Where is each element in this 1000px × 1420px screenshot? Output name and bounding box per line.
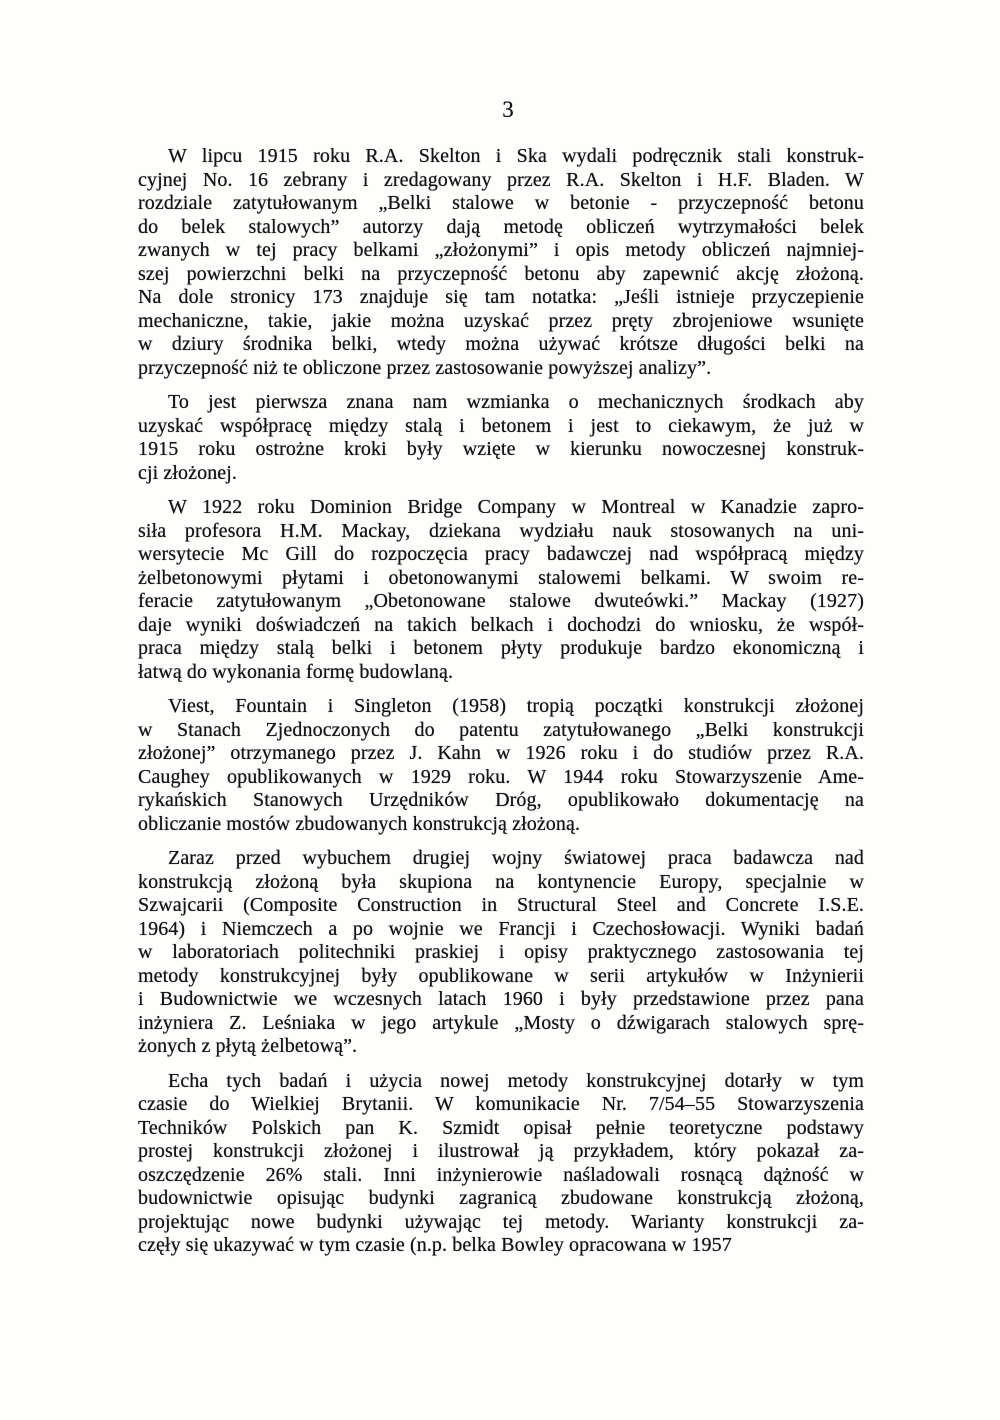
text-line: obliczanie mostów zbudowanych konstrukcją złożoną. <box>138 812 581 835</box>
text-line: w laboratoriach politechniki praskiej i opisy praktycznego zastosowania tej <box>138 941 864 963</box>
document-body <box>138 145 864 1269</box>
text-line: wersytecie Mc Gill do rozpoczęcia pracy badawczej nad współpracą między <box>138 543 864 565</box>
text-line: żonych z płytą żelbetową”. <box>138 1035 358 1057</box>
text-line: oszczędzenie 26% stali. Inni inżynierowie naśladowali rosnącą dążność w <box>138 1163 864 1186</box>
text-line: prostej konstrukcji złożonej i ilustrował ją przykładem, który pokazał za- <box>138 1140 864 1162</box>
text-line: Na dole stronicy 173 znajduje się tam notatka: „Jeśli istnieje przyczepienie <box>138 286 864 308</box>
paragraph <box>138 695 864 836</box>
text-line: łatwą do wykonania formę budowlaną. <box>138 660 454 683</box>
text-line: Viest, Fountain i Singleton (1958) tropią początki konstrukcji złożonej <box>168 695 864 717</box>
text-line: do belek stalowych” autorzy dają metodę obliczeń wytrzymałości belek <box>138 215 864 238</box>
text-line: Zaraz przed wybuchem drugiej wojny światowej praca badawcza nad <box>168 847 864 869</box>
text-line: Szwajcarii (Composite Construction in Structural Steel and Concrete I.S.E. <box>138 894 864 916</box>
text-line: rozdziale zatytułowanym „Belki stalowe w betonie - przyczepność betonu <box>138 192 864 214</box>
text-line: cji złożonej. <box>138 461 238 484</box>
text-line: uzyskać współpracę między stalą i betonem i jest to ciekawym, że już w <box>138 414 864 437</box>
paragraph <box>138 496 864 684</box>
text-line: praca między stalą belki i betonem płyty produkuje bardzo ekonomiczną i <box>138 637 864 659</box>
text-line: częły się ukazywać w tym czasie (n.p. belka Bowley opracowana w 1957 <box>138 1234 732 1256</box>
text-line: szej powierzchni belki na przyczepność betonu aby zapewnić akcję złożoną. <box>138 262 864 285</box>
text-line: metody konstrukcyjnej były opublikowane w serii artykułów w Inżynierii <box>138 964 864 987</box>
paragraph <box>138 847 864 1059</box>
text-line: cyjnej No. 16 zebrany i zredagowany przez R.A. Skelton i H.F. Bladen. W <box>138 168 864 191</box>
text-line: w dziury środnika belki, wtedy można używać krótsze długości belki na <box>138 333 864 355</box>
text-line: inżyniera Z. Leśniaka w jego artykule „Mosty o dźwigarach stalowych sprę- <box>138 1011 864 1034</box>
text-line: Echa tych badań i użycia nowej metody konstrukcyjnej dotarły w tym <box>168 1069 864 1092</box>
text-line: siła profesora H.M. Mackay, dziekana wydziału nauk stosowanych na uni- <box>138 519 864 542</box>
text-line: feracie zatytułowanym „Obetonowane stalowe dwuteówki.” Mackay (1927) <box>138 590 864 612</box>
text-line: przyczepność niż te obliczone przez zastosowanie powyższej analizy”. <box>138 356 712 379</box>
text-line: mechaniczne, takie, jakie można uzyskać przez pręty zbrojeniowe wsunięte <box>138 309 864 332</box>
text-line: rykańskich Stanowych Urzędników Dróg, opublikowało dokumentację na <box>138 789 864 811</box>
text-line: i Budownictwie we wczesnych latach 1960 i były przedstawione przez pana <box>138 988 864 1010</box>
page-number: 3 <box>502 97 514 122</box>
text-line: żelbetonowymi płytami i obetonowanymi stalowemi belkami. W swoim re- <box>138 566 864 589</box>
text-line: budownictwie opisując budynki zagranicą zbudowane konstrukcją złożoną, <box>138 1187 864 1209</box>
text-line: projektując nowe budynki używając tej metody. Warianty konstrukcji za- <box>138 1210 864 1233</box>
text-line: konstrukcją złożoną była skupiona na kontynencie Europy, specjalnie w <box>138 870 864 893</box>
paragraph <box>138 145 864 380</box>
paragraph <box>138 391 864 485</box>
text-line: zwanych w tej pracy belkami „złożonymi” i opis metody obliczeń najmniej- <box>138 239 864 261</box>
text-line: W 1922 roku Dominion Bridge Company w Montreal w Kanadzie zapro- <box>168 496 864 518</box>
text-line: 1915 roku ostrożne kroki były wzięte w kierunku nowoczesnej konstruk- <box>138 438 864 460</box>
text-line: Caughey opublikowanych w 1929 roku. W 1944 roku Stowarzyszenie Ame- <box>138 765 864 788</box>
text-line: To jest pierwsza znana nam wzmianka o mechanicznych środkach aby <box>168 391 864 413</box>
paragraph <box>138 1070 864 1258</box>
text-line: W lipcu 1915 roku R.A. Skelton i Ska wydali podręcznik stali konstruk- <box>168 145 864 167</box>
text-line: 1964) i Niemczech a po wojnie we Francji i Czechosłowacji. Wyniki badań <box>138 917 864 940</box>
text-line: w Stanach Zjednoczonych do patentu zatytułowanego „Belki konstrukcji <box>138 718 864 741</box>
text-line: czasie do Wielkiej Brytanii. W komunikacie Nr. 7/54–55 Stowarzyszenia <box>138 1093 864 1115</box>
text-line: złożonej” otrzymanego przez J. Kahn w 1926 roku i do studiów przez R.A. <box>138 742 864 764</box>
text-line: daje wyniki doświadczeń na takich belkach i dochodzi do wniosku, że współ- <box>138 613 864 636</box>
text-line: Techników Polskich pan K. Szmidt opisał pełnie teoretyczne podstawy <box>138 1116 864 1139</box>
